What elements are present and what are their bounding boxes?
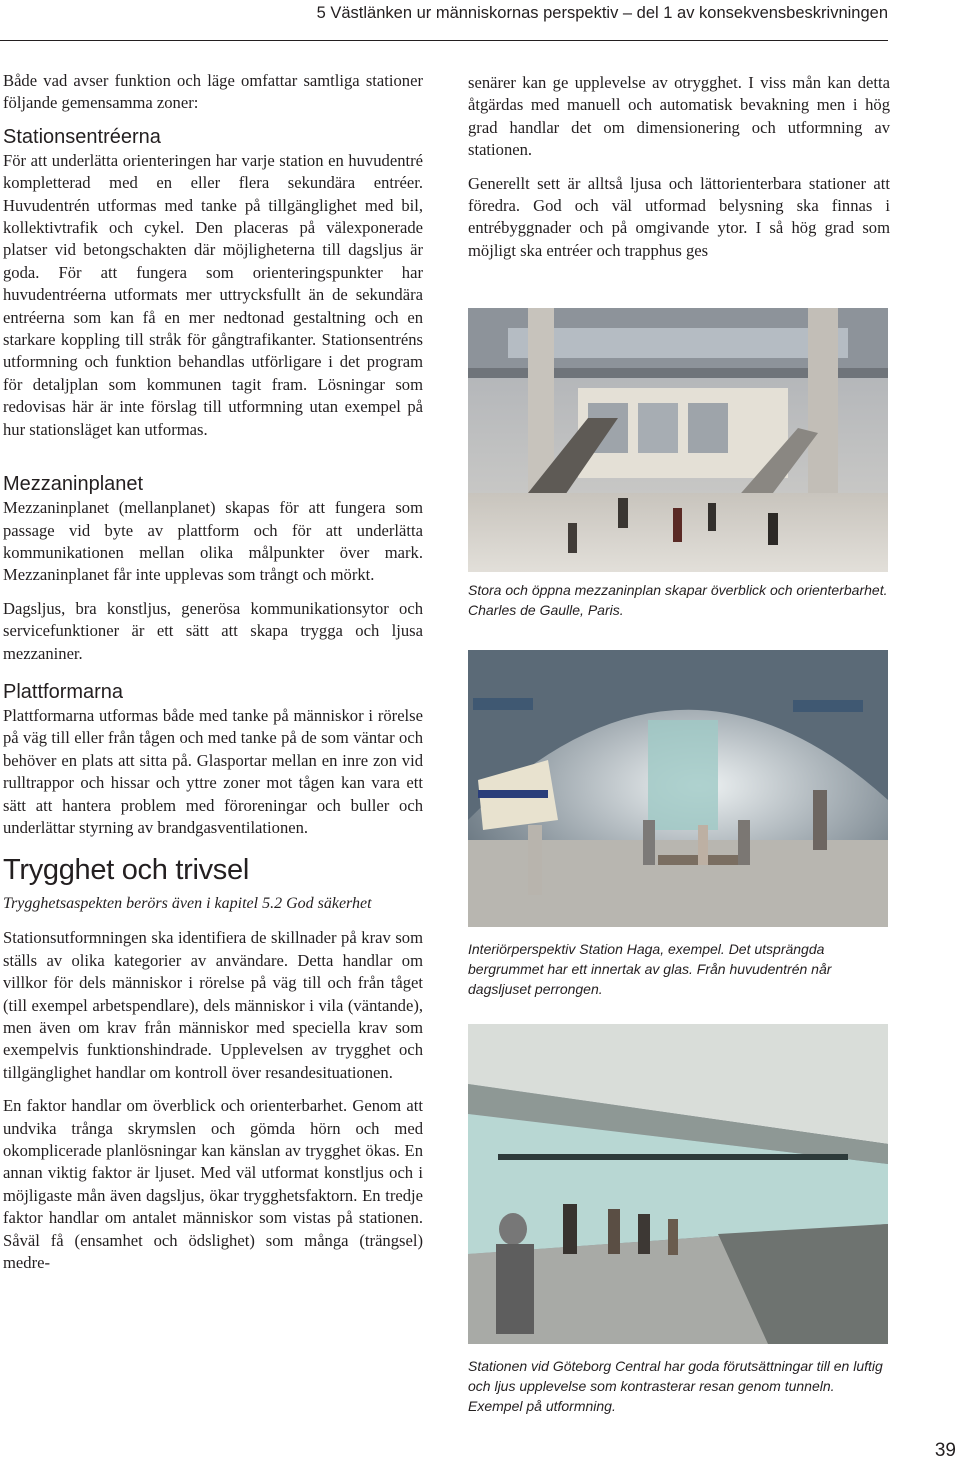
running-title: 5 Västlänken ur människornas perspektiv – del 1 av konsekvensbeskrivningen bbox=[316, 4, 888, 22]
trygghet-note: Trygghetsaspekten berörs även i kapitel 5.2 God säkerhet bbox=[3, 895, 372, 913]
left-column bbox=[3, 70, 423, 1274]
paragraph-mezzaninplanet-2: Dagsljus, bra konstljus, generösa kommunikationsytor och servicefunktioner är ett sätt att skapa trygga och ljusa mezzaniner. bbox=[3, 598, 423, 663]
heading-mezzaninplanet: Mezzaninplanet bbox=[3, 473, 144, 496]
paragraph-plattformarna: Plattformarna utformas både med tanke på människor i rörelse på väg till eller från tågen och med tanke på de som väntar och behöver en plats att sitta på. Glasportar mellan en inre zon vid rulltrappor och hissar och yttre zoner mot tågen kan vara ett sätt att hantera problem med föroreningar och buller och underlättar styrning av brandgasventilationen. bbox=[3, 705, 423, 837]
paragraph-mezzaninplanet-1: Mezzaninplanet (mellanplanet) skapas för att fungera som passage vid byte av plattform och för att underlätta kommunikationen mellan olika målpunkter över mark. Mezzaninplanet får inte upplevas som trångt och mörkt. bbox=[3, 498, 423, 585]
paragraph-trygghet-2: En faktor handlar om överblick och orienterbarhet. Genom att undvika trånga skrymslen och gömda hörn och med okomplicerade planlösningar kan känslan av trygghet ökas. En annan viktig faktor är ljuset. Med väl utformat konstljus och i möjligaste mån även dagsljus, ökar trygghetsfaktorn. En tredje faktor handlar om antalet människor som vistas på stationen. Såväl få (ensamhet och ödslighet) som många (trängsel) medre- bbox=[3, 1096, 423, 1273]
caption-text-1: Stora och öppna mezzaninplan skapar överblick och orienterbarhet. Charles de Gaulle, Paris. bbox=[468, 582, 888, 618]
caption-text-3: Stationen vid Göteborg Central har goda förutsättningar till en luftig och ljus upplevelse som kontrasterar resan genom tunneln. Exempel på utformning. bbox=[468, 1358, 883, 1414]
page-number: 39 bbox=[934, 1440, 956, 1461]
photo-goteborg-central bbox=[468, 1024, 888, 1344]
paragraph-stationsentreerna: För att underlätta orienteringen har varje station en huvudentré kompletterad med en eller flera sekundära entréer. Huvudentrén utformas med tanke på tillgänglighet med bil, kollektivtrafik och cykel. Den placeras på välexponerade platser vid betongschakten där möjligheterna till dagsljus är goda. För att fungera som orienteringspunkter har huvudentréerna utformats mer uttrycksfullt än de sekundära entréerna som kan få en mer nedtonad gestaltning och en starkare koppling till stråk för gångtrafikanter. Stationsentréns utformning och funktion behandlas utförligare i det program för detaljplan som kommunen tagit fram. Lösningar som redovisas här är inte förslag till utformning utan exempel på hur stationsläget kan utformas. bbox=[3, 150, 423, 439]
photo-station-haga bbox=[468, 650, 888, 927]
right-column bbox=[468, 72, 890, 262]
heading-stationsentreerna: Stationsentréerna bbox=[3, 125, 161, 148]
caption-figure-1 bbox=[468, 580, 888, 620]
paragraph-trygghet-1: Stationsutformningen ska identifiera de skillnader på krav som ställs av olika kategorier av användare. Detta handlar om villkor för dels människor i rörelse på väg till och från tåget (till exempel arbetspendlare), dels människor i vila (väntande), men även om krav från människor med speciella krav som exempelvis funktionshindrade. Upplevelsen av trygghet och tillgänglighet handlar om kontroll över resandesituationen. bbox=[3, 928, 423, 1082]
paragraph-right-1: senärer kan ge upplevelse av otrygghet. I viss mån kan detta åtgärdas med manuell och automatisk bevakning men i hög grad handlar det om dimensionering och utformning av stationen. bbox=[468, 73, 890, 160]
photo-mezzanine-paris bbox=[468, 308, 888, 572]
header-rule bbox=[0, 40, 888, 41]
paragraph-right-2: Generellt sett är alltså ljusa och lättorienterbara stationer att föredra. God och väl utformad belysning ska finnas i entrébyggnader och på omgivande ytor. I så hög grad som möjligt ska entréer och trapphus ges bbox=[468, 173, 890, 260]
heading-trygghet: Trygghet och trivsel bbox=[3, 854, 249, 887]
caption-figure-2 bbox=[468, 939, 888, 999]
caption-figure-3 bbox=[468, 1356, 888, 1416]
intro-paragraph: Både vad avser funktion och läge omfattar samtliga stationer följande gemensamma zoner: bbox=[3, 71, 423, 113]
page-header bbox=[0, 0, 960, 42]
heading-plattformarna: Plattformarna bbox=[3, 680, 124, 703]
caption-text-2: Interiörperspektiv Station Haga, exempel. Det utsprängda bergrummet har ett innertak av glas. Från huvudentrén når dagsljuset perrongen. bbox=[468, 941, 832, 997]
